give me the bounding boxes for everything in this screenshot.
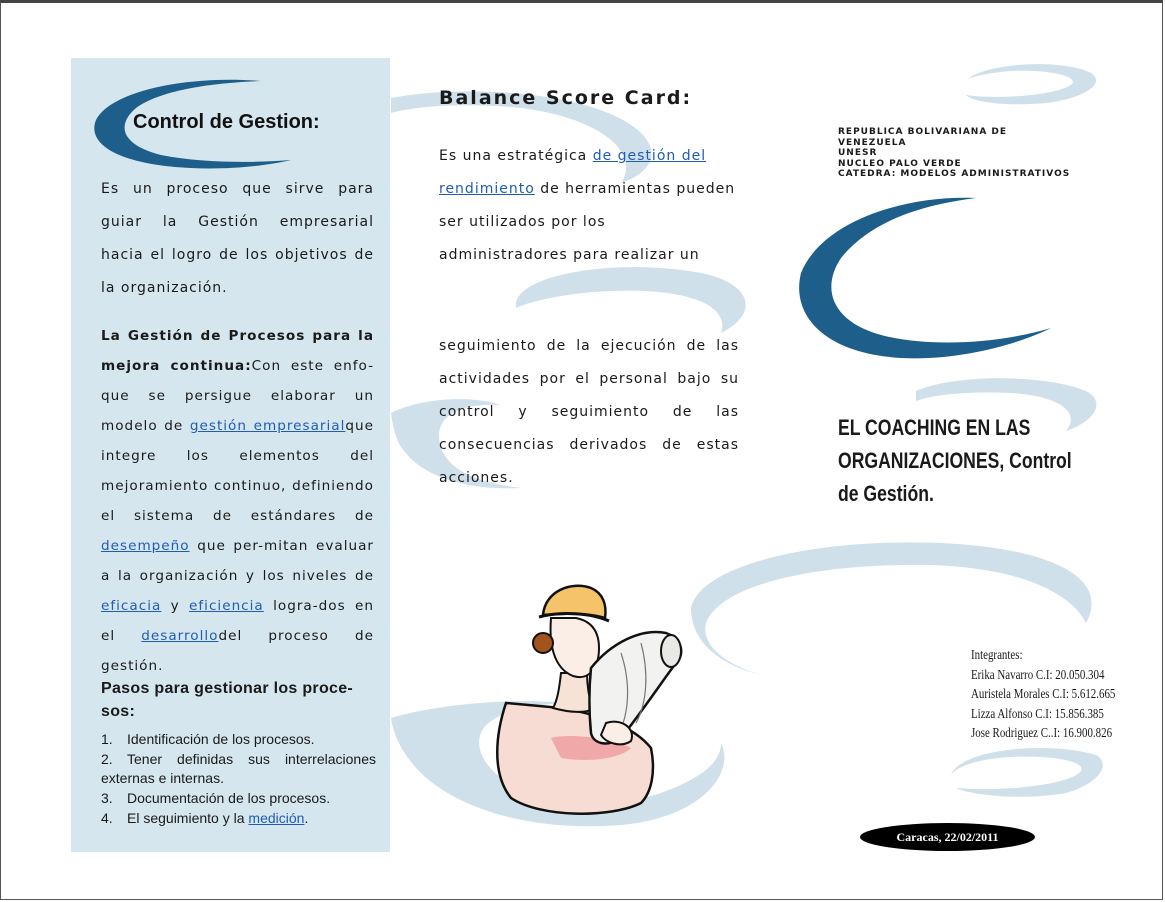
team-label: Integrantes: [971, 648, 1023, 663]
list-item [101, 789, 376, 808]
balance-score-card-title: Balance Score Card: [439, 87, 693, 109]
bsc-paragraph-2: seguimiento de la ejecución de las actividades por el personal bajo su control y seguimiento de las consecuencias derivados de estas acciones. [439, 338, 739, 486]
link-gestion-empresarial[interactable]: gestión empresarial [189, 418, 346, 434]
engineer-woman-illustration [481, 573, 711, 818]
text-segment: y [161, 598, 190, 614]
text-segment: del proceso de gestión. [101, 628, 374, 674]
list-number: 2. [101, 751, 113, 767]
list-text: El seguimiento y la [127, 810, 249, 826]
text-segment: que integre los elementos del mejoramiento continuo, definiendo el sistema de estándares de [101, 418, 374, 524]
title-swoosh-right [791, 193, 1071, 363]
institution-header [838, 127, 1098, 180]
swoosh-top-right [966, 64, 1096, 104]
team-member: Jose Rodriguez C..I: 16.900.826 [971, 726, 1113, 741]
institution-line: NUCLEO PALO VERDE [838, 158, 962, 169]
list-item [101, 809, 376, 828]
team-member: Erika Navarro C.I: 20.050.304 [971, 667, 1105, 683]
bsc-paragraph-1 [439, 140, 739, 272]
left-intro-paragraph: Es un proceso que sirve para guiar la Gestión empresarial hacia el logro de los objetivos de la organización. [101, 181, 374, 296]
list-text: Identificación de los procesos. [127, 731, 315, 747]
steps-list [101, 730, 376, 829]
left-title: Control de Gestion: [133, 111, 320, 133]
text-segment: logra-dos en el [101, 598, 375, 644]
list-item [101, 730, 376, 749]
institution-line: CATEDRA: MODELOS ADMINISTRATIVOS [838, 169, 1071, 179]
process-management-paragraph [101, 321, 374, 681]
institution-line: UNESR [838, 148, 878, 158]
link-gestion-rendimiento[interactable]: de gestión del rendimiento [439, 148, 707, 197]
team-member: Auristela Morales C.I: 5.612.665 [971, 687, 1116, 702]
process-management-heading: La Gestión de Procesos para la mejora continua: [101, 328, 374, 374]
link-desarrollo[interactable]: desarrollo [141, 628, 219, 644]
list-number: 3. [101, 790, 113, 806]
swoosh-lower-right [951, 748, 1103, 797]
institution-line: VENEZUELA [838, 137, 907, 148]
text-segment: Con este enfo-que se persigue elaborar un modelo de [101, 358, 374, 434]
date-badge: Caracas, 22/02/2011 [860, 823, 1035, 851]
document-title: EL COACHING EN LAS ORGANIZACIONES, Control de Gestión. [838, 415, 1072, 506]
link-medicion[interactable]: medición [248, 810, 305, 826]
list-text: Documentación de los procesos. [127, 790, 331, 806]
list-item [101, 750, 376, 788]
link-desempeno[interactable]: desempeño [101, 538, 190, 554]
list-text: . [304, 810, 309, 826]
team-member: Lizza Alfonso C.I: 15.856.385 [971, 706, 1104, 722]
text-segment: Es una estratégica [439, 148, 593, 164]
list-number: 4. [101, 810, 113, 826]
list-text: Tener definidas sus interrelaciones externas e internas. [101, 751, 376, 786]
swoosh-middle [516, 267, 746, 333]
text-segment: que per-mitan evaluar a la organización y los niveles de [101, 538, 374, 584]
link-eficacia[interactable]: eficacia [101, 598, 162, 614]
text-segment: de herramientas pueden ser utilizados por los administradores para realizar un [439, 181, 736, 263]
steps-title: Pasos para gestionar los proce-sos: [101, 680, 354, 720]
institution-line: REPUBLICA BOLIVARIANA DE [838, 127, 1008, 137]
link-eficiencia[interactable]: eficiencia [189, 598, 264, 614]
list-number: 1. [101, 731, 113, 747]
team-members [971, 646, 1119, 744]
